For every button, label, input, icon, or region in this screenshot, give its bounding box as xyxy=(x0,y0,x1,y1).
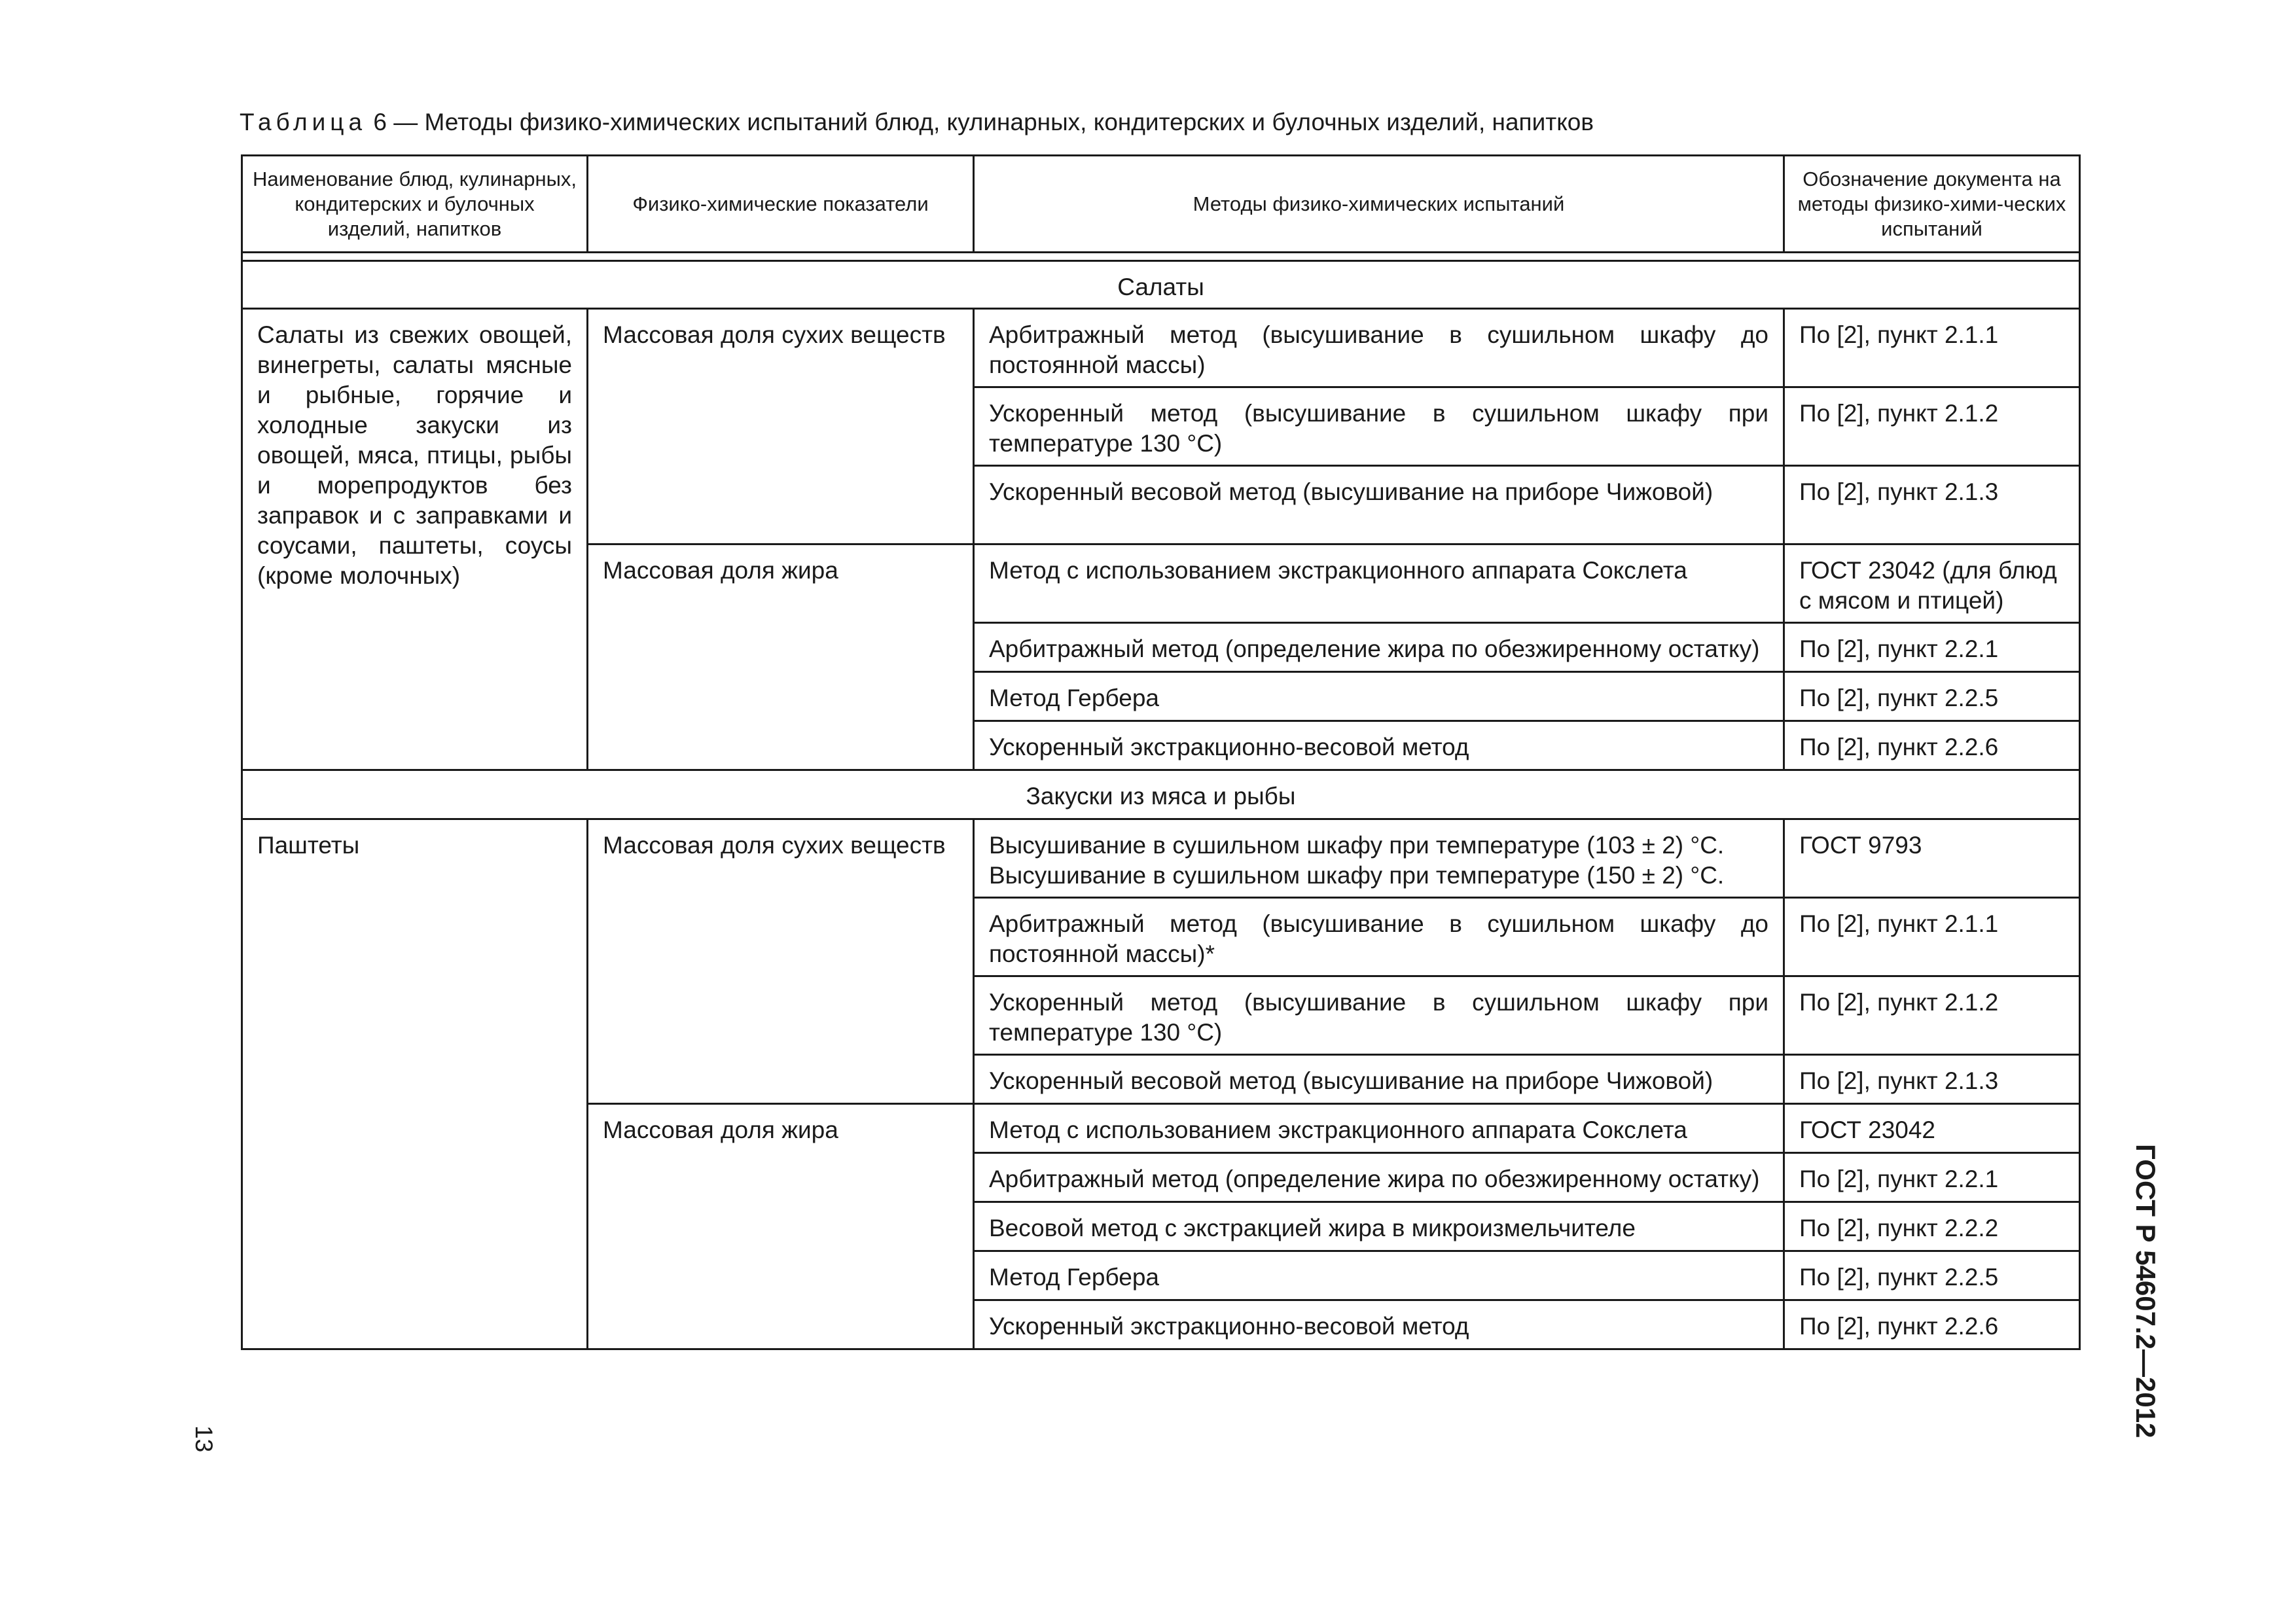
document-cell: ГОСТ 23042 (для блюд с мясом и птицей) xyxy=(1784,544,2080,623)
method-cell: Ускоренный метод (высушивание в сушильном шкафу при температуре 130 °С) xyxy=(974,976,1784,1055)
document-cell: По [2], пункт 2.1.2 xyxy=(1784,387,2080,466)
caption-title: 6 — Методы физико-химических испытаний блюд, кулинарных, кондитерских и булочных изделий, напитков xyxy=(367,109,1594,135)
document-cell: По [2], пункт 2.1.3 xyxy=(1784,466,2080,544)
method-cell: Ускоренный весовой метод (высушивание на приборе Чижовой) xyxy=(974,466,1784,544)
product-cell: Салаты из свежих овощей, винегреты, салаты мясные и рыбные, горячие и холодные закуски из овощей, мяса, птицы, рыбы и морепродуктов без заправок и с заправками и соусами, паштеты, соусы (кроме молочных) xyxy=(242,309,588,770)
document-cell: По [2], пункт 2.1.2 xyxy=(1784,976,2080,1055)
document-cell: По [2], пункт 2.2.5 xyxy=(1784,1251,2080,1300)
method-cell: Арбитражный метод (высушивание в сушильном шкафу до постоянной массы)* xyxy=(974,898,1784,976)
method-cell: Метод с использованием экстракционного аппарата Сокслета xyxy=(974,544,1784,623)
table-row xyxy=(242,819,2080,898)
method-cell: Арбитражный метод (высушивание в сушильном шкафу до постоянной массы) xyxy=(974,309,1784,387)
document-cell: По [2], пункт 2.2.1 xyxy=(1784,1153,2080,1202)
document-cell: По [2], пункт 2.1.1 xyxy=(1784,898,2080,976)
page-number: 13 xyxy=(190,1425,217,1453)
method-cell: Метод Гербера xyxy=(974,672,1784,721)
document-cell: По [2], пункт 2.1.1 xyxy=(1784,309,2080,387)
document-cell: ГОСТ 9793 xyxy=(1784,819,2080,898)
document-cell: По [2], пункт 2.2.6 xyxy=(1784,721,2080,770)
method-cell: Арбитражный метод (определение жира по обезжиренному остатку) xyxy=(974,1153,1784,1202)
header-indicator: Физико-химические показатели xyxy=(588,156,974,253)
header-method: Методы физико-химических испытаний xyxy=(974,156,1784,253)
methods-table xyxy=(241,154,2081,1350)
section-row xyxy=(242,770,2080,819)
table-row xyxy=(242,309,2080,387)
method-cell: Ускоренный экстракционно-весовой метод xyxy=(974,721,1784,770)
header-divider xyxy=(242,253,2080,261)
indicator-cell: Массовая доля сухих веществ xyxy=(588,819,974,1104)
table-caption xyxy=(240,109,1594,136)
indicator-cell: Массовая доля жира xyxy=(588,1104,974,1349)
header-product: Наименование блюд, кулинарных, кондитерских и булочных изделий, напитков xyxy=(242,156,588,253)
method-cell: Высушивание в сушильном шкафу при температуре (103 ± 2) °С. Высушивание в сушильном шкафу при температуре (150 ± 2) °С. xyxy=(974,819,1784,898)
method-cell: Ускоренный весовой метод (высушивание на приборе Чижовой) xyxy=(974,1055,1784,1104)
header-row xyxy=(242,156,2080,253)
document-cell: По [2], пункт 2.2.2 xyxy=(1784,1202,2080,1251)
product-cell: Паштеты xyxy=(242,819,588,1349)
method-cell: Весовой метод с экстракцией жира в микроизмельчителе xyxy=(974,1202,1784,1251)
standard-designation: ГОСТ Р 54607.2—2012 xyxy=(2130,1144,2161,1438)
method-cell: Ускоренный метод (высушивание в сушильном шкафу при температуре 130 °С) xyxy=(974,387,1784,466)
method-cell: Метод Гербера xyxy=(974,1251,1784,1300)
caption-label: Таблица xyxy=(240,109,367,135)
document-cell: По [2], пункт 2.1.3 xyxy=(1784,1055,2080,1104)
section-title-meat-fish: Закуски из мяса и рыбы xyxy=(242,770,2080,819)
indicator-cell: Массовая доля жира xyxy=(588,544,974,770)
method-cell: Арбитражный метод (определение жира по обезжиренному остатку) xyxy=(974,623,1784,672)
method-cell: Ускоренный экстракционно-весовой метод xyxy=(974,1300,1784,1349)
indicator-cell: Массовая доля сухих веществ xyxy=(588,309,974,544)
section-row xyxy=(242,261,2080,309)
section-title-salads: Салаты xyxy=(242,261,2080,309)
document-cell: По [2], пункт 2.2.6 xyxy=(1784,1300,2080,1349)
document-cell: По [2], пункт 2.2.5 xyxy=(1784,672,2080,721)
header-document: Обозначение документа на методы физико-хими-ческих испытаний xyxy=(1784,156,2080,253)
method-cell: Метод с использованием экстракционного аппарата Сокслета xyxy=(974,1104,1784,1153)
document-cell: По [2], пункт 2.2.1 xyxy=(1784,623,2080,672)
document-cell: ГОСТ 23042 xyxy=(1784,1104,2080,1153)
